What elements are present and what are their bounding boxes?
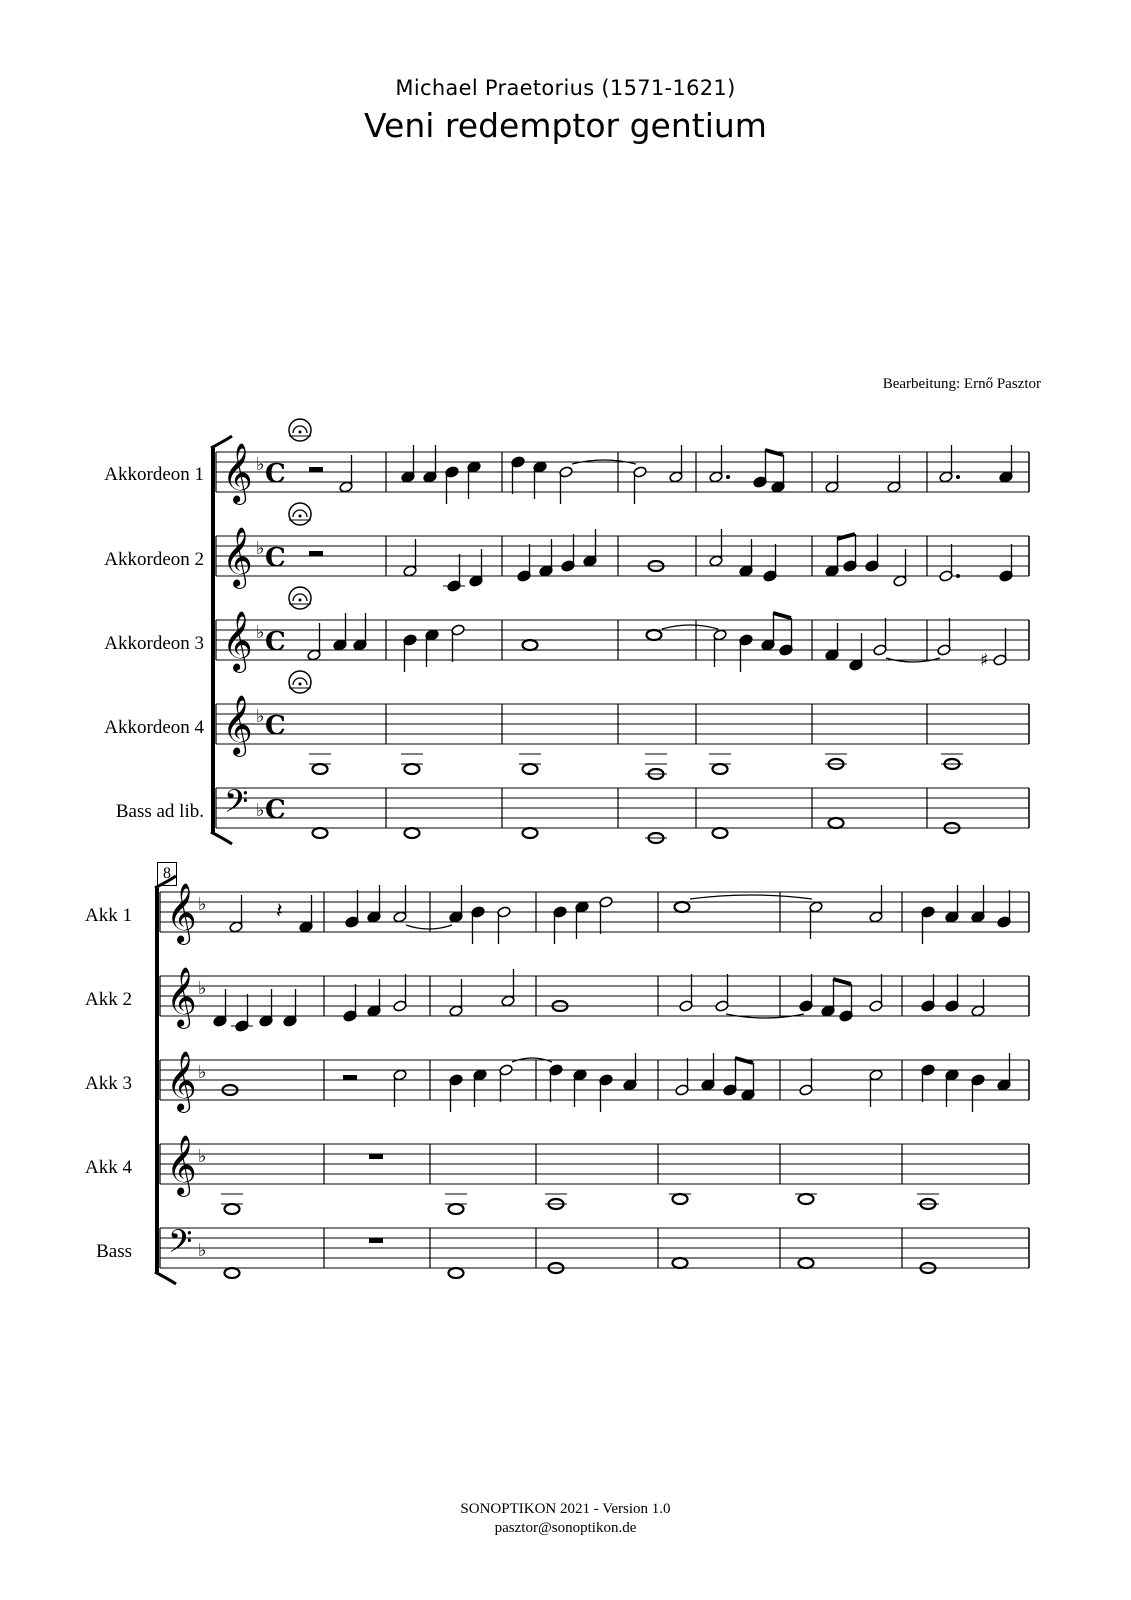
whole-note [673,1258,688,1268]
dot [956,475,960,479]
beam [735,1058,753,1063]
tie [690,895,812,899]
treble-clef-icon: 𝄞 [166,967,197,1027]
beam [773,613,791,618]
sharp-icon: ♯ [980,650,989,671]
treble-clef-icon: 𝄞 [222,695,253,755]
common-time-icon: C [265,459,286,489]
flat-icon: ♭ [256,454,265,475]
instrument-name-akkordeon-3: Akkordeon 3 [104,633,204,654]
whole-note [225,1204,240,1214]
whole-note [405,764,420,774]
instrument-name-akk-4: Akk 4 [85,1157,132,1178]
treble-clef-icon: 𝄞 [166,1051,197,1111]
whole-note [675,902,690,912]
whole-note [225,1268,240,1278]
beam [837,534,855,539]
common-time-icon: C [265,627,286,657]
instrument-name-akk-2: Akk 2 [85,989,132,1010]
measure-number: 8 [157,862,177,886]
flat-icon: ♭ [256,538,265,559]
common-time-icon: C [265,711,286,741]
page-title: Veni redemptor gentium [364,106,767,145]
treble-clef-icon: 𝄞 [166,883,197,943]
instrument-name-akk-1: Akk 1 [85,905,132,926]
system-2 [155,876,1029,1284]
half-rest-icon [343,1075,357,1080]
instrument-name-bass: Bass ad lib. [115,801,204,822]
tie [406,925,452,929]
half-rest-icon [309,467,323,472]
common-time-icon: C [265,543,286,573]
whole-note [313,828,328,838]
footer [0,1500,1131,1538]
whole-note [713,828,728,838]
composer: Michael Praetorius (1571-1621) [395,76,736,100]
beam [833,979,851,984]
treble-clef-icon: 𝄞 [222,443,253,503]
whole-note [449,1204,464,1214]
flat-icon: ♭ [198,978,207,999]
beam [765,450,783,455]
fermata-dot [299,683,302,686]
tie [662,625,718,629]
whole-note [405,828,420,838]
whole-note [799,1194,814,1204]
whole-note [713,764,728,774]
whole-note [673,1194,688,1204]
whole-note [647,630,662,640]
whole-rest-icon [369,1154,383,1159]
fermata-icon [289,671,311,693]
bracket-bottom [155,1272,176,1284]
whole-note [313,764,328,774]
fermata-icon [289,503,311,525]
whole-rest-icon [369,1238,383,1243]
fermata-dot [299,515,302,518]
bass-clef-icon: 𝄢 [168,1223,193,1267]
whole-note [799,1258,814,1268]
instrument-name-akkordeon-1: Akkordeon 1 [104,464,204,485]
instrument-name-akkordeon-2: Akkordeon 2 [104,549,204,570]
bracket-bottom [211,832,232,844]
whole-note [523,764,538,774]
footer-email: pasztor@sonoptikon.de [494,1520,637,1536]
whole-note [523,640,538,650]
whole-note [829,818,844,828]
fermata-dot [299,431,302,434]
instrument-name-bass-short: Bass [96,1241,132,1262]
dot [726,475,730,479]
flat-icon: ♭ [256,622,265,643]
system-1 [211,419,1029,844]
flat-icon: ♭ [198,1062,207,1083]
fermata-dot [299,599,302,602]
treble-clef-icon: 𝄞 [222,527,253,587]
fermata-icon [289,419,311,441]
flat-icon: ♭ [256,800,265,821]
dot [956,574,960,578]
instrument-name-akkordeon-4: Akkordeon 4 [104,717,204,738]
fermata-icon [289,587,311,609]
whole-note [449,1268,464,1278]
flat-icon: ♭ [256,706,265,727]
footer-copyright: SONOPTIKON 2021 - Version 1.0 [460,1501,671,1517]
bass-clef-icon: 𝄢 [224,783,249,827]
half-rest-icon [309,551,323,556]
flat-icon: ♭ [198,894,207,915]
arranger-credit: Bearbeitung: Ernő Pasztor [882,376,1041,392]
flat-icon: ♭ [198,1146,207,1167]
treble-clef-icon: 𝄞 [166,1135,197,1195]
common-time-icon: C [265,795,286,825]
instrument-name-akk-3: Akk 3 [85,1073,132,1094]
treble-clef-icon: 𝄞 [222,611,253,671]
quarter-rest-icon: 𝄽 [276,899,283,924]
flat-icon: ♭ [198,1240,207,1261]
whole-note [523,828,538,838]
